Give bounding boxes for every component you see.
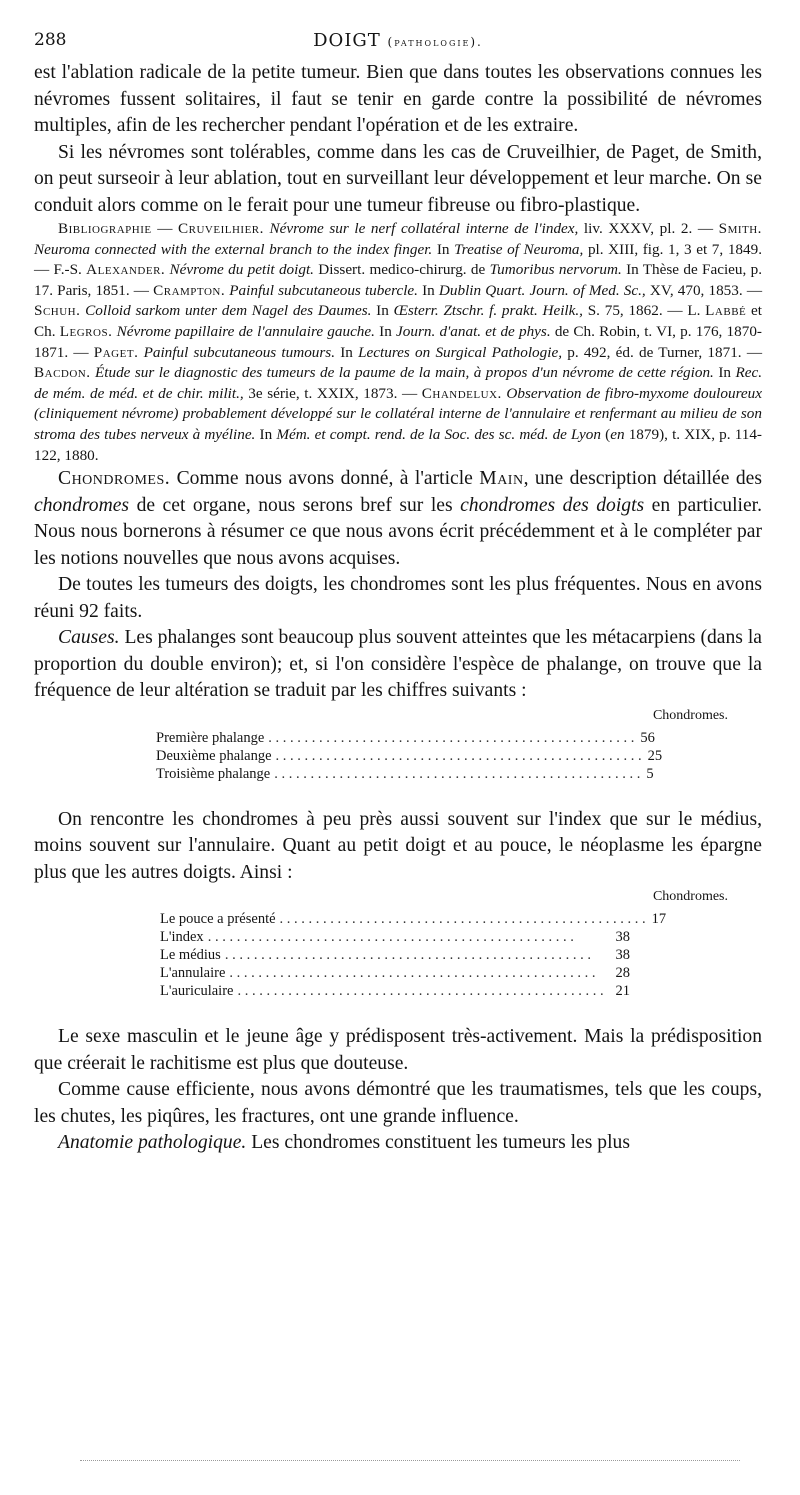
biblio-sep: — — [151, 220, 178, 237]
phalange-table — [34, 707, 762, 783]
biblio-title: en — [610, 425, 625, 443]
running-title-main: DOIGT — [313, 30, 381, 51]
table-row — [160, 964, 630, 982]
biblio-ref: Dissert. medico-chirurg. de — [313, 261, 490, 279]
table-row — [160, 928, 630, 946]
biblio-title: Œsterr. Ztschr. f. prakt. Heilk., — [393, 302, 583, 320]
row-value: 38 — [615, 947, 630, 964]
text-run: Comme nous avons donné, à l'article — [170, 468, 480, 490]
biblio-ref: 3e série, t. XXIX, 1873. — — [243, 384, 422, 402]
biblio-title: Painful subcutaneous tumours. — [138, 343, 335, 361]
leader-dots: . . . . . . . . . . . . . . . . . . . . . . . . . . . . . . . . . . . . . . . . . . . . . . . . . . . — [224, 947, 591, 964]
text-run: en particulier. Nous nous bornerons à résumer ce que nous avons écrit précédemment et à le compléter par les notions nouvelles que nous avons acquises. — [34, 494, 762, 569]
running-title — [34, 30, 762, 51]
leader-dots: . . . . . . . . . . . . . . . . . . . . . . . . . . . . . . . . . . . . . . . . . . . . . . . . . . . — [274, 765, 641, 782]
biblio-author: Smith. — [718, 220, 762, 237]
leader-dots: . . . . . . . . . . . . . . . . . . . . . . . . . . . . . . . . . . . . . . . . . . . . . . . . . . . — [275, 747, 642, 764]
paragraph-fingers: On rencontre les chondromes à peu près aussi souvent sur l'index que sur le médius, moins souvent sur l'annulaire. Quant au petit doigt et au pouce, le néoplasme les épargne plus que les autres doigts. Ainsi : — [34, 808, 762, 883]
biblio-title: Neuroma connected with the external branch to the index finger. — [34, 240, 433, 258]
row-label: Première phalange — [156, 729, 265, 746]
section-heading-causes: Causes. — [58, 627, 120, 649]
paragraph-continuation: est l'ablation radicale de la petite tumeur. Bien que dans toutes les observations connues les névromes fussent solitaires, il faut se tenir en garde contre la possibilité de névromes multiples, afin de les rechercher pendant l'opération et de les extraire. — [34, 62, 762, 136]
biblio-title: Mém. et compt. rend. de la Soc. des sc. méd. de Lyon — [276, 425, 601, 443]
section-heading-chondromes: Chondromes. — [58, 468, 171, 490]
biblio-ref: In — [713, 364, 736, 382]
biblio-title: Painful subcutaneous tubercle. — [225, 281, 418, 299]
biblio-author: Bacdon. — [34, 364, 91, 382]
paragraph-chondromes — [34, 466, 762, 572]
paragraph-anatomy — [34, 1130, 762, 1157]
row-label: Le pouce a présenté — [160, 911, 276, 928]
biblio-author: Legros. — [59, 322, 113, 340]
table-row — [156, 729, 655, 747]
biblio-ref: In Thèse de Facieu, p. 17. Paris, 1851. — — [34, 261, 763, 299]
footer-rule — [80, 1460, 740, 1461]
row-label: L'auriculaire — [160, 983, 234, 1000]
table-row — [160, 910, 667, 928]
leader-dots: . . . . . . . . . . . . . . . . . . . . . . . . . . . . . . . . . . . . . . . . . . . . . . . . . . . — [268, 729, 635, 746]
row-value: 28 — [615, 965, 630, 982]
table-header: Chondromes. — [652, 889, 728, 905]
biblio-title: Colloid sarkom unter dem Nagel des Daumes. — [80, 302, 372, 320]
row-label: Le médius — [160, 947, 221, 964]
biblio-title: Tumoribus nervorum. — [489, 261, 622, 279]
table-row — [156, 747, 663, 765]
row-label: Troisième phalange — [156, 765, 271, 782]
biblio-ref: 1879), t. XIX, p. 114-122, 1880. — [34, 425, 762, 464]
biblio-ref: ( — [600, 425, 611, 443]
biblio-title: Névrome du petit doigt. — [165, 261, 314, 279]
biblio-author: Alexander. — [86, 261, 166, 279]
paragraph-causes — [34, 625, 762, 705]
paragraph-sex-age: Le sexe masculin et le jeune âge y prédisposent très-activement. Mais la prédisposition que créerait le rachitisme est plus que douteuse. — [34, 1026, 762, 1074]
biblio-ref: In — [374, 322, 397, 340]
emphasis: chondromes des doigts — [460, 494, 645, 516]
leader-dots: . . . . . . . . . . . . . . . . . . . . . . . . . . . . . . . . . . . . . . . . . . . . . . . . . . . — [279, 911, 646, 928]
finger-table — [34, 888, 762, 1000]
bibliography-label: Bibliographie — [58, 220, 152, 237]
row-value: 25 — [647, 747, 663, 764]
row-value: 21 — [615, 983, 630, 1000]
biblio-author: Cruveilhier. — [178, 220, 264, 237]
page-body — [34, 60, 762, 1157]
biblio-ref: In — [335, 343, 359, 361]
biblio-title: Névrome papillaire de l'annulaire gauche. — [112, 322, 375, 340]
biblio-ref: p. 492, éd. de Turner, 1871. — — [562, 343, 763, 361]
biblio-ref: In — [417, 281, 439, 299]
section-heading-anatomy: Anatomie pathologique. — [58, 1132, 247, 1154]
biblio-ref: et Ch. — [34, 302, 762, 340]
biblio-ref: pl. XIII, fig. 1, 3 et 7, 1849. — F.-S. — [34, 240, 762, 279]
biblio-author: Chandelux. — [421, 384, 502, 402]
page-header — [34, 30, 762, 56]
row-label: Deuxième phalange — [156, 747, 272, 764]
table-row — [160, 982, 630, 1000]
biblio-ref: In — [255, 425, 277, 443]
biblio-title: Lectures on Surgical Pathologie, — [358, 343, 563, 361]
row-value: 38 — [615, 929, 630, 946]
row-value: 5 — [646, 765, 654, 782]
text-run: de cet organe, nous serons bref sur les — [129, 494, 461, 516]
biblio-ref: de Ch. Robin, t. VI, p. 176, 1870-1871. — — [34, 322, 762, 361]
bibliography — [34, 219, 762, 466]
row-value: 17 — [651, 911, 667, 928]
biblio-title: Dublin Quart. Journ. of Med. Sc., — [438, 281, 646, 299]
running-title-sub: (pathologie). — [387, 35, 483, 49]
article-reference: Main — [479, 468, 524, 490]
text-run: Les phalanges sont beaucoup plus souvent atteintes que les métacarpiens (dans la proportion du double environ); et, si l'on considère l'espèce de phalange, on trouve que la fréquence de leur altération se traduit par les chiffres suivants : — [34, 627, 762, 702]
biblio-title: Observation de fibro-myxome douloureux (cliniquement névrome) probablement développé sur le collatéral interne de l'annulaire et renfermant au milieu de son stroma des tubes nerveux à myéline. — [34, 384, 762, 443]
biblio-ref: XV, 470, 1853. — — [645, 281, 763, 299]
biblio-title: Treatise of Neuroma, — [454, 240, 584, 258]
emphasis: chondromes — [34, 494, 130, 516]
biblio-author: Paget. — [93, 343, 139, 361]
table-row — [160, 946, 630, 964]
text-run: , une description détaillée des — [523, 468, 762, 490]
row-label: L'annulaire — [160, 965, 226, 982]
biblio-ref: S. 75, 1862. — L. — [582, 302, 706, 320]
leader-dots: . . . . . . . . . . . . . . . . . . . . . . . . . . . . . . . . . . . . . . . . . . . . . . . . . . . — [207, 929, 574, 946]
biblio-ref: liv. XXXV, pl. 2. — — [578, 220, 719, 237]
row-label: L'index — [160, 929, 204, 946]
table-row — [156, 765, 654, 783]
leader-dots: . . . . . . . . . . . . . . . . . . . . . . . . . . . . . . . . . . . . . . . . . . . . . . . . . . . — [237, 983, 604, 1000]
paragraph-tolerable-neuromas: Si les névromes sont tolérables, comme dans les cas de Cruveilhier, de Paget, de Smith, on peut surseoir à leur ablation, tout en surveillant leur développement et leur marche. On se conduit alors comme on le ferait pour une tumeur fibreuse ou fibro-plastique. — [34, 141, 762, 216]
biblio-author: Schuh. — [34, 302, 81, 320]
row-value: 56 — [640, 729, 655, 746]
biblio-author: Labbé — [705, 302, 747, 320]
page-number: 288 — [34, 30, 67, 50]
text-run: Les chondromes constituent les tumeurs les plus — [246, 1132, 630, 1154]
leader-dots: . . . . . . . . . . . . . . . . . . . . . . . . . . . . . . . . . . . . . . . . . . . . . . . . . . . — [229, 965, 596, 982]
biblio-ref: In — [371, 302, 394, 320]
table-header: Chondromes. — [652, 707, 728, 723]
paragraph-trauma: Comme cause efficiente, nous avons démontré que les traumatismes, tels que les coups, les chutes, les piqûres, les fractures, ont une grande influence. — [34, 1079, 762, 1127]
biblio-title: Rec. de mém. de méd. et de chir. milit., — [34, 364, 762, 402]
biblio-title: Étude sur le diagnostic des tumeurs de la paume de la main, à propos d'un névrome de cette région. — [90, 364, 714, 382]
biblio-title: Journ. d'anat. et de phys. — [396, 322, 551, 340]
biblio-title: Névrome sur le nerf collatéral interne de l'index, — [263, 220, 579, 237]
paragraph-frequency: De toutes les tumeurs des doigts, les chondromes sont les plus fréquentes. Nous en avons réuni 92 faits. — [34, 574, 762, 622]
biblio-ref: In — [432, 240, 455, 258]
biblio-author: Crampton. — [153, 281, 226, 299]
